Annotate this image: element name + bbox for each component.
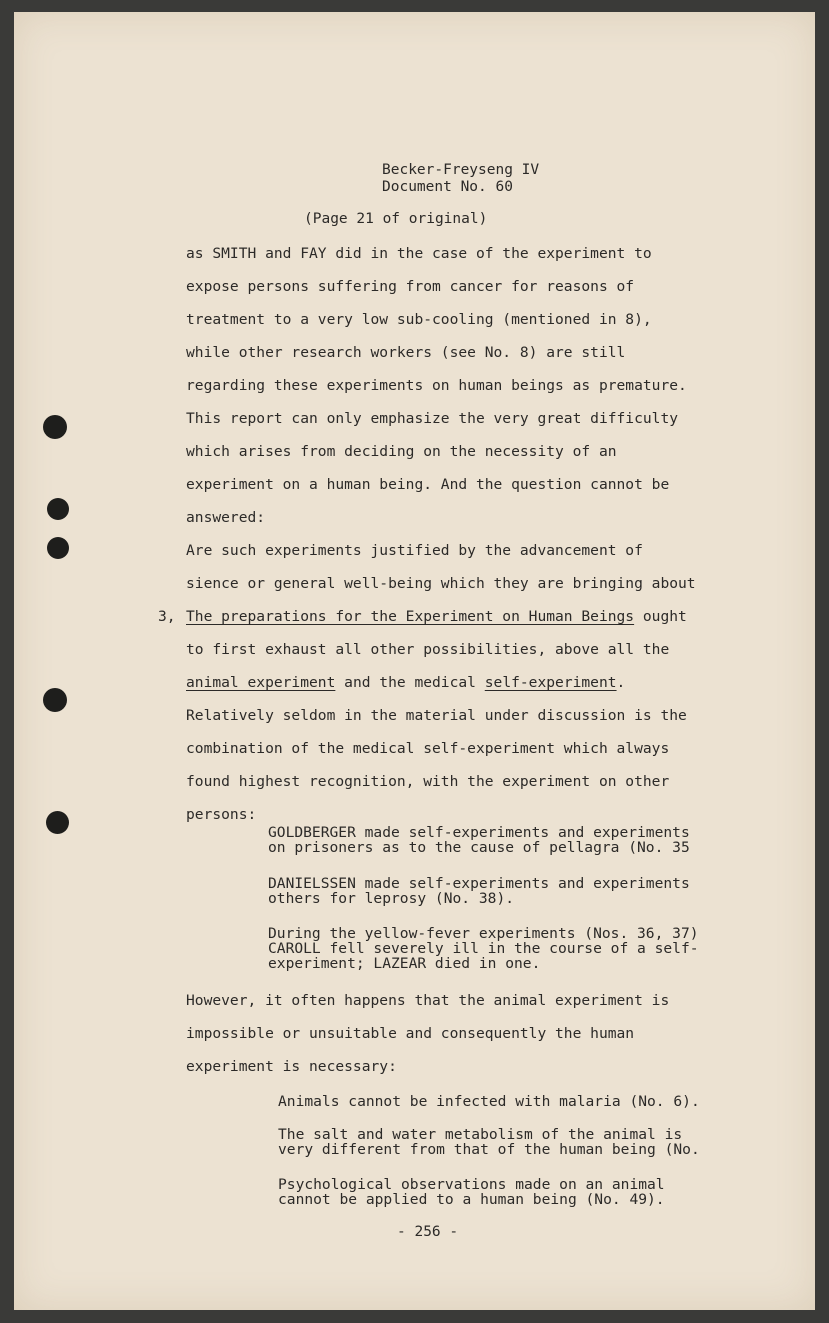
section-number: 3, [158, 608, 176, 625]
text-line: expose persons suffering from cancer for reasons of [186, 278, 635, 295]
text-line: to first exhaust all other possibilities, above all the [186, 641, 670, 658]
text-line: Are such experiments justified by the advancement of [186, 542, 643, 559]
text-line: animal experiment and the medical self-experiment. [186, 674, 626, 691]
text-line: Relatively seldom in the material under discussion is the [186, 707, 687, 724]
text-line: sience or general well-being which they are bringing about [186, 575, 696, 592]
text-line: which arises from deciding on the necessity of an [186, 443, 617, 460]
example-line: on prisoners as to the cause of pellagra (No. 35 [268, 839, 690, 856]
text-line: treatment to a very low sub-cooling (mentioned in 8), [186, 311, 652, 328]
example-line: CAROLL fell severely ill in the course of a self- [268, 940, 699, 957]
text-line: experiment is necessary: [186, 1058, 397, 1075]
text-line: experiment on a human being. And the question cannot be [186, 476, 670, 493]
case-line: cannot be applied to a human being (No. 49). [278, 1191, 665, 1208]
document-reference-line1: Becker-Freyseng IV [382, 162, 540, 178]
section-heading: The preparations for the Experiment on Human Beings [186, 608, 635, 625]
punch-hole [43, 415, 67, 439]
case-line: Psychological observations made on an animal [278, 1176, 665, 1193]
punch-hole [46, 811, 69, 834]
section-heading-line: The preparations for the Experiment on Human Beings ought [186, 608, 687, 625]
page-reference: (Page 21 of original) [304, 211, 488, 227]
case-line: very different from that of the human being (No. [278, 1141, 700, 1158]
case-line: The salt and water metabolism of the animal is [278, 1126, 683, 1143]
example-line: DANIELSSEN made self-experiments and experiments [268, 875, 690, 892]
example-line: GOLDBERGER made self-experiments and experiments [268, 824, 690, 841]
text-line: This report can only emphasize the very great difficulty [186, 410, 679, 427]
text-line: while other research workers (see No. 8) are still [186, 344, 626, 361]
document-page [14, 12, 815, 1310]
text-line: impossible or unsuitable and consequently the human [186, 1025, 635, 1042]
text-line: combination of the medical self-experiment which always [186, 740, 670, 757]
document-reference-line2: Document No. 60 [382, 179, 513, 195]
text-line: answered: [186, 509, 266, 526]
punch-hole [43, 688, 67, 712]
text-line: persons: [186, 806, 257, 823]
text-line: regarding these experiments on human beings as premature. [186, 377, 687, 394]
page-number: - 256 - [397, 1224, 459, 1240]
punch-hole [47, 498, 69, 520]
text-line: found highest recognition, with the experiment on other [186, 773, 670, 790]
example-line: During the yellow-fever experiments (Nos. 36, 37) [268, 925, 699, 942]
text-line: as SMITH and FAY did in the case of the experiment to [186, 245, 652, 262]
case-line: Animals cannot be infected with malaria (No. 6). [278, 1093, 700, 1110]
example-line: experiment; LAZEAR died in one. [268, 955, 541, 972]
punch-hole [47, 537, 69, 559]
example-line: others for leprosy (No. 38). [268, 890, 515, 907]
text-line: However, it often happens that the animal experiment is [186, 992, 670, 1009]
